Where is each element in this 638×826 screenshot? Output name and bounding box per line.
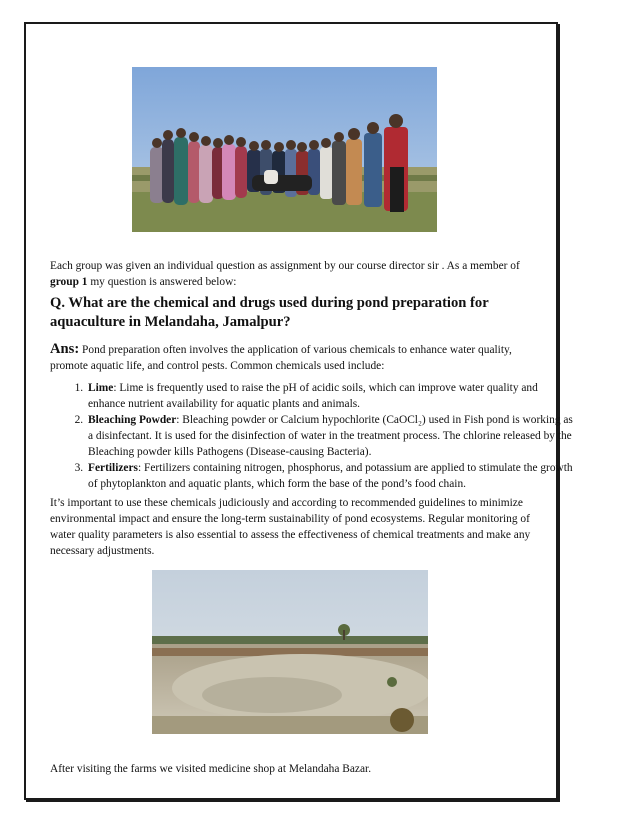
group-photo (132, 67, 437, 232)
chemical-name: Bleaching Powder (88, 414, 177, 426)
intro-paragraph (50, 258, 538, 290)
conclusion-paragraph: It’s important to use these chemicals judiciously and according to recommended guidelines to minimize environmental impact and ensure the long-term sustainability of pond ecosystems. Regular monitoring of water quality parameters is also essential to assess the effectiveness of chemical treatments and make any necessary adjustments. (50, 497, 531, 557)
chemical-name: Lime (88, 382, 114, 394)
chemical-description: : Fertilizers containing nitrogen, phosphorus, and potassium are applied to stimulate the growth of phytoplankton and aquatic plants, which form the base of the pond’s food chain. (88, 462, 573, 490)
answer-paragraph (50, 341, 538, 374)
list-item (86, 412, 574, 460)
chemical-name: Fertilizers (88, 462, 138, 474)
answer-text: Pond preparation often involves the application of various chemicals to enhance water quality, promote aquatic life, and control pests. Common chemicals used include: (50, 344, 512, 372)
intro-suffix: my question is answered below: (87, 276, 237, 288)
question-heading: Q. What are the chemical and drugs used during pond preparation for aquaculture in Melandaha, Jamalpur? (50, 295, 489, 330)
list-item (86, 380, 574, 412)
chemical-description: : Bleaching powder or Calcium hypochlorite (CaOCl₂) used in Fish pond is working as a disinfectant. It is used for the disinfection of water in the treatment process. The chlorine released by the Bleaching powder kills Pathogens (Disease-causing Bacteria). (88, 414, 573, 458)
closing-paragraph: After visiting the farms we visited medicine shop at Melandaha Bazar. (50, 763, 372, 775)
chemical-list (50, 380, 574, 492)
list-item (86, 460, 574, 492)
chemical-description: : Lime is frequently used to raise the pH of acidic soils, which can improve water quality and enhance nutrient availability for aquatic plants and animals. (88, 382, 538, 410)
intro-prefix: Each group was given an individual question as assignment by our course director sir . As a member of (50, 260, 520, 272)
pond-photo (152, 570, 428, 734)
group-label: group 1 (50, 276, 88, 288)
answer-label: Ans: (50, 341, 80, 357)
